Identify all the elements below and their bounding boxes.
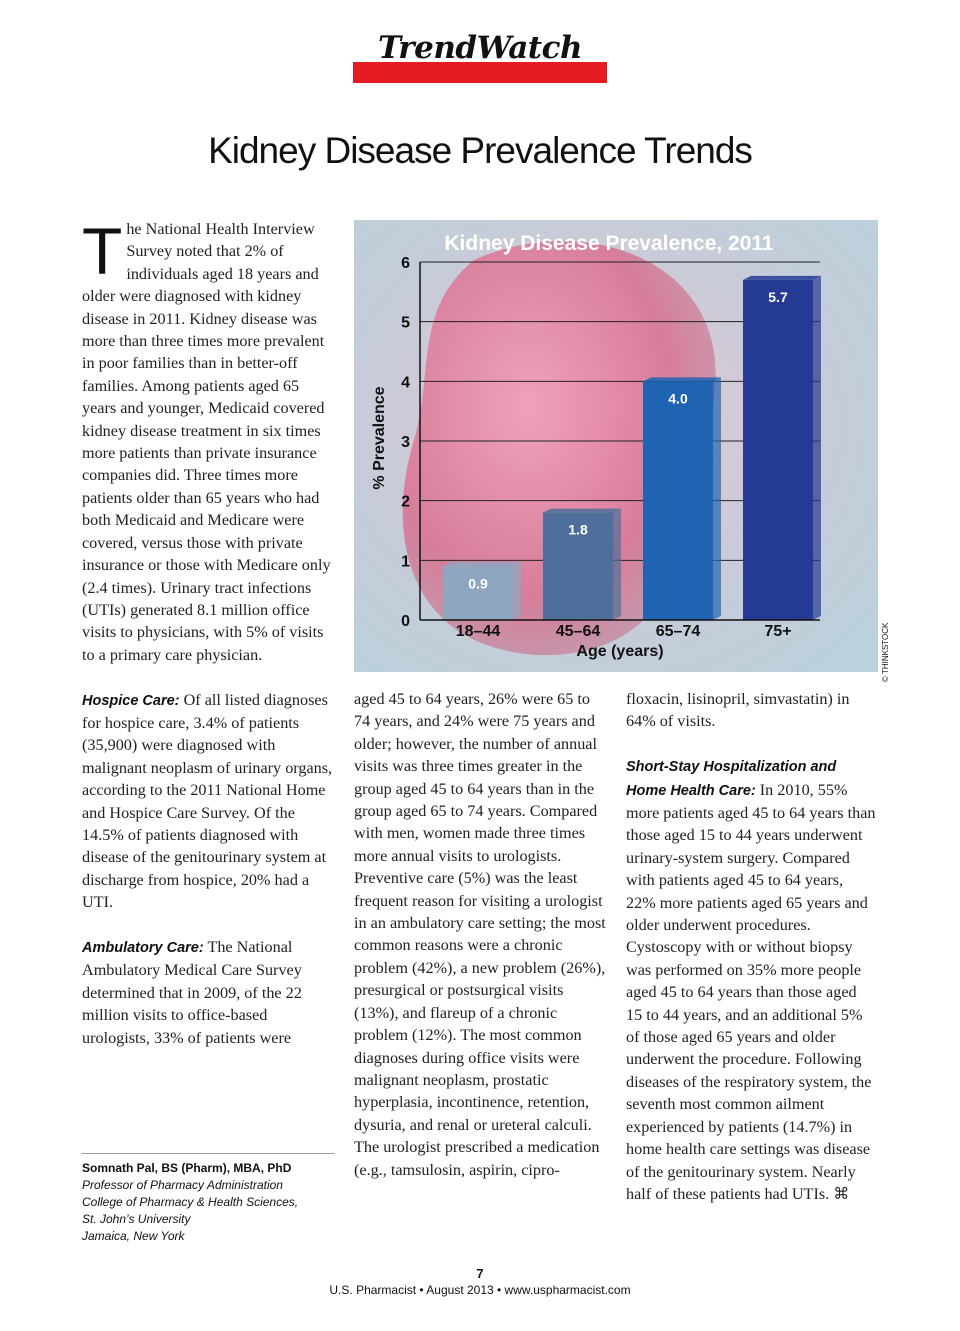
- x-tick-label: 45–64: [555, 623, 601, 640]
- short-stay-heading: Short-Stay Hospitalization and Home Health Care:: [626, 759, 837, 799]
- y-tick-label: 1: [401, 553, 410, 571]
- bar: [743, 280, 813, 620]
- bar-value-label: 0.9: [468, 575, 488, 592]
- y-tick-label: 4: [401, 374, 410, 392]
- end-mark: ⌘: [833, 1184, 850, 1203]
- bar-value-label: 5.7: [768, 288, 788, 305]
- y-tick-label: 2: [401, 493, 410, 511]
- column-1: [82, 214, 334, 1049]
- section-header: [353, 30, 607, 83]
- y-tick-label: 5: [401, 314, 410, 332]
- bar-side: [513, 562, 521, 620]
- bar-side: [613, 509, 621, 620]
- ambulatory-text: The National Ambulatory Medical Care Survey determined that in 2009, of the 22 million visits to office-based urologists, 33% of patients were: [82, 937, 302, 1047]
- x-axis-label: Age (years): [576, 643, 664, 660]
- column-2: [354, 688, 610, 1181]
- column-3-lead: floxacin, lisinopril, simvastatin) in 64% of visits.: [626, 690, 850, 731]
- hospice-heading: Hospice Care:: [82, 692, 180, 709]
- author-location: Jamaica, New York: [82, 1229, 185, 1243]
- page-footer: [0, 1266, 960, 1297]
- x-tick-label: 75+: [764, 623, 792, 640]
- short-stay-text: In 2010, 55% more patients aged 45 to 64 years than those aged 15 to 44 years underwent urinary-system surgery. Compared with patients aged 45 to 64 years, 22% more patients aged 65 years and older underwent procedures. Cystoscopy with or without biopsy was performed on 35% more people aged 45 to 64 years than those aged 15 to 44 years, and an additional 5% of those aged 65 years and older underwent the procedure. Following diseases of the respiratory system, the seventh most common ailment experienced by patients (14.7%) in home health care settings was disease of the genitourinary system. Nearly half of these patients had UTIs.: [626, 780, 876, 1203]
- ambulatory-paragraph: [82, 936, 334, 1049]
- author-box: [82, 1153, 334, 1245]
- hospice-text: Of all listed diagnoses for hospice care, 3.4% of patients (35,900) were diagnosed with malignant neoplasm of urinary organs, according to the 2011 National Home and Hospice Care Survey. Of the 14.5% of patients diagnosed with disease of the genitourinary system at discharge from hospice, 20% had a UTI.: [82, 690, 333, 912]
- section-brand: TrendWatch: [377, 30, 583, 66]
- intro-text: he National Health Interview Survey noted that 2% of individuals aged 18 years and older were diagnosed with kidney disease in 2011. Kidney disease was more than three times more prevalent in poor families than in better-off families. Among patients aged 65 years and younger, Medicaid covered kidney disease treatment in six times more patients than private insurance companies did. Three times more patients older than 65 years who had both Medicaid and Medicare were covered, versus those with private insurance or those with Medicare only (2.4 times). Urinary tract infections (UTIs) generated 8.1 million office visits to physicians, with 5% of visits to a primary care physician.: [82, 220, 331, 664]
- author-college: College of Pharmacy & Health Sciences,: [82, 1195, 299, 1209]
- short-stay-paragraph: [626, 755, 876, 1205]
- bar-top: [743, 276, 821, 280]
- photo-credit-text: © THINKSTOCK: [881, 622, 890, 682]
- drop-cap: T: [82, 214, 123, 288]
- hospice-paragraph: [82, 689, 334, 914]
- prevalence-chart: [354, 220, 878, 672]
- chart-title: Kidney Disease Prevalence, 2011: [444, 232, 774, 255]
- author-name: Somnath Pal, BS (Pharm), MBA, PhD: [82, 1161, 292, 1175]
- page-number: 7: [476, 1266, 484, 1281]
- author-title: Professor of Pharmacy Administration: [82, 1178, 283, 1192]
- ambulatory-heading: Ambulatory Care:: [82, 939, 204, 956]
- bar-value-label: 4.0: [668, 390, 688, 407]
- author-university: St. John’s University: [82, 1212, 191, 1226]
- x-tick-label: 18–44: [455, 623, 501, 640]
- y-tick-label: 3: [401, 434, 410, 451]
- intro-paragraph: [82, 214, 334, 666]
- photo-credit: [880, 606, 890, 682]
- y-tick-label: 6: [401, 255, 410, 272]
- bar-top: [643, 377, 721, 381]
- bar-side: [713, 377, 721, 620]
- y-axis-label: % Prevalence: [371, 386, 388, 490]
- footer-line: U.S. Pharmacist • August 2013 • www.uspharmacist.com: [329, 1283, 631, 1297]
- column-3: [626, 688, 876, 1205]
- bar-top: [543, 509, 621, 513]
- bar-top: [443, 562, 521, 566]
- bar: [643, 381, 713, 620]
- y-tick-label: 0: [401, 613, 410, 630]
- bar-value-label: 1.8: [568, 521, 588, 538]
- x-tick-label: 65–74: [655, 623, 701, 640]
- bar-side: [813, 276, 821, 620]
- article-title: Kidney Disease Prevalence Trends: [208, 130, 752, 171]
- column-2-text: aged 45 to 64 years, 26% were 65 to 74 years, and 24% were 75 years and older; however, the number of annual visits was three times greater in the group aged 45 to 64 years than in the group aged 65 to 74 years. Compared with men, women made three times more annual visits to urologists. Preventive care (5%) was the least frequent reason for visiting a urologist in an ambulatory care setting; the most common reasons were a chronic problem (42%), a new problem (26%), presurgical or postsurgical visits (13%), and flareup of a chronic problem (12%). The most common diagnoses during office visits were malignant neoplasm, prostatic hyperplasia, incontinence, retention, dysuria, and renal or ureteral calculi. The urologist prescribed a medication (e.g., tamsulosin, aspirin, cipro-: [354, 690, 606, 1179]
